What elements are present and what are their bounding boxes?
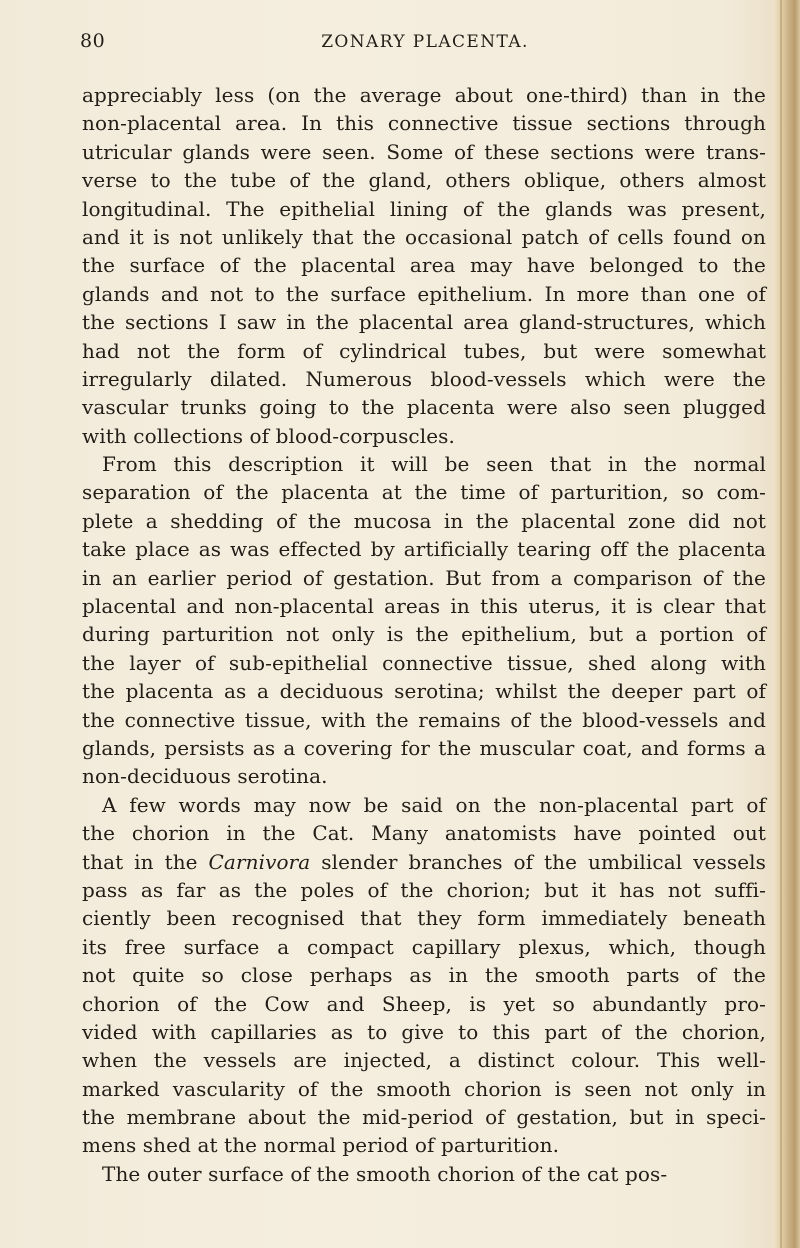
text-line: the layer of sub-epithelial connective tissue, shed along with [82, 650, 766, 675]
page-edge [774, 0, 800, 1248]
text-line: vascular trunks going to the placenta were also seen plugged [82, 395, 766, 420]
italic-term: Carnivora [208, 849, 311, 874]
text-line: glands, persists as a covering for the muscular coat, and forms a [82, 735, 766, 760]
text-line: the surface of the placental area may have belonged to the [82, 253, 766, 278]
text-line: the membrane about the mid-period of gestation, but in speci- [82, 1105, 766, 1130]
text-line-with-italic [82, 848, 766, 876]
text-fragment: slender branches of the umbilical vessels [321, 849, 766, 874]
text-line: utricular glands were seen. Some of these sections were trans- [82, 139, 766, 164]
paragraph-end-line: with collections of blood-corpuscles. [82, 423, 455, 448]
paragraph-start-line: A few words may now be said on the non-placental part of [102, 792, 766, 817]
text-line: and it is not unlikely that the occasional patch of cells found on [82, 224, 766, 249]
text-line: take place as was effected by artificially tearing off the placenta [82, 537, 766, 562]
text-line: irregularly dilated. Numerous blood-vessels which were the [82, 366, 766, 391]
text-line: placental and non-placental areas in this uterus, it is clear that [82, 594, 766, 619]
text-line: chorion of the Cow and Sheep, is yet so abundantly pro- [82, 991, 766, 1016]
page-edge-shadow [780, 0, 782, 1248]
text-fragment: that in the [82, 849, 209, 874]
text-line: non-placental area. In this connective tissue sections through [82, 111, 766, 136]
text-line: in an earlier period of gestation. But from a comparison of the [82, 565, 766, 590]
text-line: not quite so close perhaps as in the smooth parts of the [82, 963, 766, 988]
text-line: plete a shedding of the mucosa in the placental zone did not [82, 508, 766, 533]
text-line: ciently been recognised that they form immediately beneath [82, 906, 766, 931]
paragraph-start-line: The outer surface of the smooth chorion of the cat pos- [102, 1161, 668, 1186]
text-line: verse to the tube of the gland, others oblique, others almost [82, 168, 766, 193]
page-header [80, 30, 770, 60]
text-line: the connective tissue, with the remains of the blood-vessels and [82, 707, 766, 732]
text-line: had not the form of cylindrical tubes, but were somewhat [82, 338, 766, 363]
text-line: separation of the placenta at the time of parturition, so com- [82, 480, 766, 505]
text-line: longitudinal. The epithelial lining of the glands was present, [82, 196, 766, 221]
text-line: glands and not to the surface epithelium. In more than one of [82, 281, 766, 306]
text-line: the sections I saw in the placental area gland-structures, which [82, 310, 766, 335]
text-line: vided with capillaries as to give to this part of the chorion, [82, 1019, 766, 1044]
paragraph-end-line: mens shed at the normal period of parturition. [82, 1133, 560, 1158]
text-line: when the vessels are injected, a distinct colour. This well- [82, 1048, 766, 1073]
text-line: appreciably less (on the average about one-third) than in the [82, 83, 766, 107]
text-line: its free surface a compact capillary plexus, which, though [82, 934, 766, 959]
text-line: the chorion in the Cat. Many anatomists have pointed out [82, 821, 766, 846]
paragraph-end-line: non-deciduous serotina. [82, 764, 328, 789]
paragraph-start-line: From this description it will be seen that in the normal [102, 452, 766, 477]
text-line: marked vascularity of the smooth chorion is seen not only in [82, 1076, 766, 1101]
text-line: the placenta as a deciduous serotina; whilst the deeper part of [82, 679, 766, 704]
body-text [82, 81, 766, 1188]
running-title: ZONARY PLACENTA. [321, 32, 529, 52]
text-line: during parturition not only is the epithelium, but a portion of [82, 622, 766, 647]
page-number: 80 [80, 30, 106, 52]
text-line: pass as far as the poles of the chorion; but it has not suffi- [82, 877, 766, 902]
